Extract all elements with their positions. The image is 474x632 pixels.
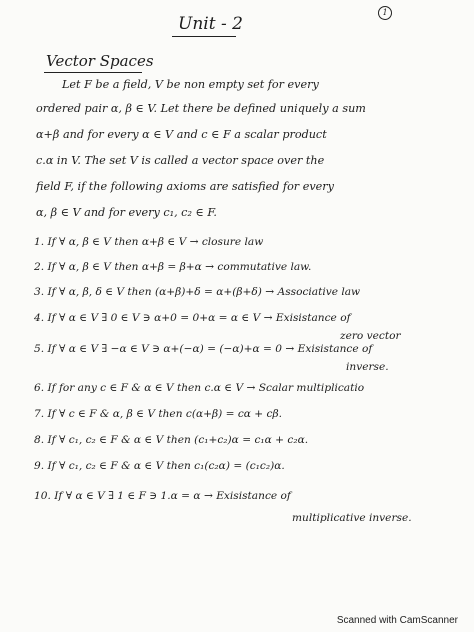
axiom-item: 9. If ∀ c₁, c₂ ∈ F & α ∈ V then c₁(c₂α) = (c₁c₂)α.	[34, 460, 285, 472]
paragraph-line: α, β ∈ V and for every c₁, c₂ ∈ F.	[36, 206, 217, 219]
paragraph-line: c.α in V. The set V is called a vector space over the	[36, 154, 325, 167]
axiom-item: 6. If for any c ∈ F & α ∈ V then c.α ∈ V → Scalar multiplicatio	[34, 382, 365, 394]
title-underline	[172, 36, 236, 37]
paragraph-line: α+β and for every α ∈ V and c ∈ F a scalar product	[36, 128, 327, 141]
scanner-footer: Scanned with CamScanner	[336, 615, 458, 626]
axiom-item: 4. If ∀ α ∈ V ∃ 0 ∈ V ∋ α+0 = 0+α = α ∈ V → Exisistance of	[34, 312, 351, 324]
page-title: Unit - 2	[178, 14, 243, 34]
axiom-note: zero vector	[340, 330, 401, 342]
axiom-note: inverse.	[346, 361, 389, 373]
heading-underline	[44, 72, 142, 73]
axiom-item: 8. If ∀ c₁, c₂ ∈ F & α ∈ V then (c₁+c₂)α = c₁α + c₂α.	[34, 434, 309, 446]
paragraph-line: Let F be a field, V be non empty set for every	[62, 78, 319, 91]
section-heading: Vector Spaces	[46, 52, 154, 70]
axiom-item: 5. If ∀ α ∈ V ∃ −α ∈ V ∋ α+(−α) = (−α)+α = 0 → Exisistance of	[34, 343, 373, 355]
axiom-item: 3. If ∀ α, β, δ ∈ V then (α+β)+δ = α+(β+δ) → Associative law	[34, 286, 361, 298]
axiom-note: multiplicative inverse.	[292, 512, 412, 524]
page-number: 1	[378, 6, 392, 20]
axiom-item: 1. If ∀ α, β ∈ V then α+β ∈ V → closure law	[34, 236, 264, 248]
paragraph-line: field F, if the following axioms are satisfied for every	[36, 180, 334, 193]
axiom-item: 2. If ∀ α, β ∈ V then α+β = β+α → commutative law.	[34, 261, 312, 273]
axiom-item: 10. If ∀ α ∈ V ∃ 1 ∈ F ∋ 1.α = α → Exisistance of	[34, 490, 291, 502]
axiom-item: 7. If ∀ c ∈ F & α, β ∈ V then c(α+β) = cα + cβ.	[34, 408, 282, 420]
paragraph-line: ordered pair α, β ∈ V. Let there be defined uniquely a sum	[36, 102, 366, 115]
